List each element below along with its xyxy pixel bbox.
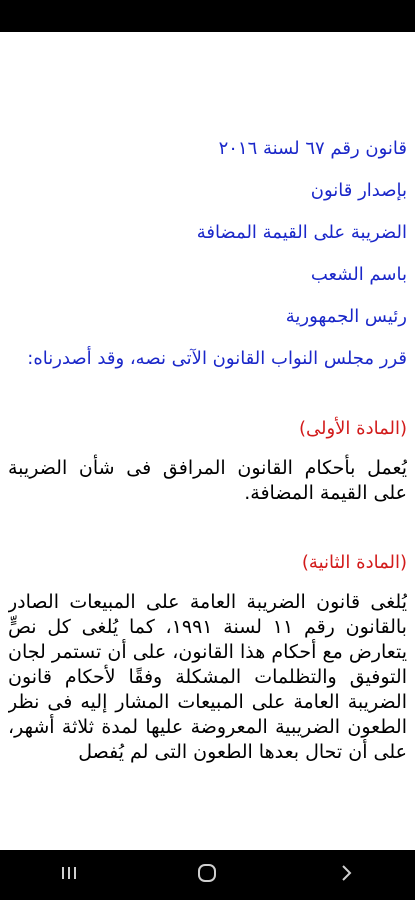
recent-apps-button[interactable] [39,855,99,895]
status-bar [0,0,415,32]
president-line: رئيس الجمهورية [285,306,407,327]
home-button[interactable] [177,855,237,895]
recent-apps-icon [60,865,78,885]
spacer [8,506,407,550]
spacer [8,576,407,590]
spacer [8,372,407,416]
spacer [8,442,407,456]
law-subject-line: الضريبة على القيمة المضافة [196,222,407,243]
back-button[interactable] [316,855,376,895]
article-1-text: يُعمل بأحكام القانون المرافق فى شأن الضريبة على القيمة المضافة. [8,457,407,504]
home-icon [196,862,218,888]
article-2-title: (المادة الثانية) [301,552,407,573]
article-2-text: يُلغى قانون الضريبة العامة على المبيعات الصادر بالقانون رقم ١١ لسنة ١٩٩١، كما يُلغى كل نصٍّ يتعارض مع أحكام هذا القانون، على أن تستمر لجان التوفيق والتظلمات المشكلة وفقًا لأحكام قانون الضريبة العامة على المبيعات المشار إليه فى نظر الطعون الضريبية المعروضة عليها لمدة ثلاثة أشهر، على أن تحال بعدها الطعون التى لم يُفصل [8,591,407,763]
navigation-bar [0,850,415,900]
issuance-line: بإصدار قانون [310,180,407,201]
article-1-title: (المادة الأولى) [298,418,407,439]
law-document[interactable] [8,136,407,850]
decree-line: قرر مجلس النواب القانون الآتى نصه، وقد أصدرناه: [27,348,407,369]
back-icon [339,864,353,886]
law-number-title: قانون رقم ٦٧ لسنة ٢٠١٦ [218,138,407,159]
in-the-name-line: باسم الشعب [310,264,407,285]
